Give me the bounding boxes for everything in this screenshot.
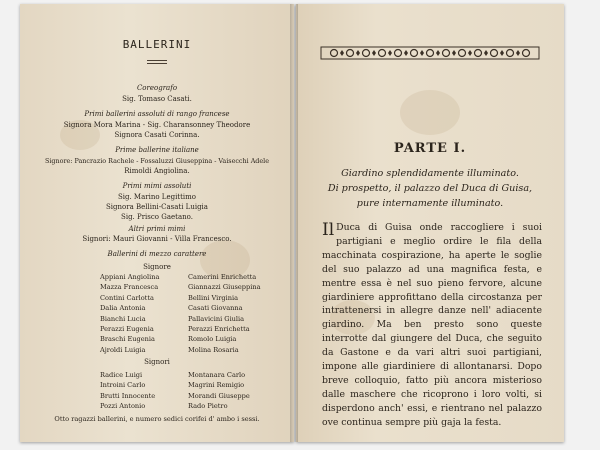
prime-ballerine-label: Prime ballerine italiane	[115, 146, 199, 154]
list-item: Introini Carlo	[100, 381, 146, 390]
signore-right-list	[188, 272, 261, 355]
body-text: Duca di Guisa onde raccogliere i suoi partigiani e meglio ordire le fila della macchinata cospirazione, ha aperte le soglie del suo palazzo ad una magnifica festa, e mentre essa è nel suo pieno fervore, alcune giardiniere approfittano della circostanza per intrattenersi in allegre danze nell' adiacente giardino. Ma ben presto sono queste interrotte dal giungere del Duca, che seguito da Gastone e da vari altri suoi partigiani, impone alle giardiniere di allontanarsi. Dopo breve colloquio, fatto più ancora misterioso dalle maschere che ricoprono i loro volti, si disperdono anch' essi, e rientrano nel palazzo ove continua sempre più gaja la festa.	[322, 222, 542, 428]
list-item: Bellini Virginia	[188, 293, 239, 302]
list-item: Pallavicini Giulia	[188, 314, 245, 323]
list-item: Camerini Enrichetta	[188, 273, 257, 281]
list-item: Dalia Antonia	[100, 304, 146, 313]
decorative-border-ornament	[320, 42, 540, 64]
primi-mimi-line1: Sig. Marino Legittimo	[117, 193, 197, 201]
part-title: PARTE I.	[393, 141, 467, 156]
drop-cap: Il	[322, 220, 335, 240]
list-item: Romolo Luigia	[188, 335, 237, 344]
list-item: Morandi Giuseppe	[188, 391, 250, 400]
signori-label: Signori	[144, 358, 170, 366]
list-item: Pozzi Antonio	[100, 402, 146, 411]
list-item: Brutti Innocente	[100, 391, 156, 400]
list-item: Casati Giovanna	[188, 304, 243, 313]
list-item: Giannazzi Giuseppina	[188, 283, 261, 292]
signori-left-list	[100, 370, 155, 412]
list-item: Perazzi Eugenia	[100, 324, 154, 333]
scene-subtitle-1: Giardino splendidamente illuminato.	[341, 168, 519, 179]
heading-rule	[147, 60, 167, 64]
left-page-content	[20, 4, 294, 442]
scene-subtitle-2: Di prospetto, il palazzo del Duca di Guisa,	[327, 183, 533, 194]
prime-ballerine-line1: Signore: Pancrazio Rachele - Fossaluzzi Giuseppina - Vaisecchi Adele	[44, 157, 270, 165]
prime-ballerine-line2: Rimoldi Angiolina.	[124, 167, 190, 175]
signori-right-list	[188, 370, 250, 412]
primi-mimi-label: Primi mimi assoluti	[122, 182, 192, 190]
signore-label: Signore	[143, 263, 171, 271]
scene-subtitle-3: pure internamente illuminato.	[356, 198, 504, 209]
list-item: Molina Rosaria	[188, 345, 239, 354]
signore-left-list	[100, 272, 159, 355]
body-paragraph	[322, 221, 542, 430]
list-item: Montanara Carlo	[188, 371, 246, 379]
page-footer-note: Otto ragazzi ballerini, e numero sedici corifei d' ambo i sessi.	[54, 415, 260, 423]
list-item: Mazza Francesca	[100, 283, 159, 292]
primi-mimi-line3: Sig. Prisco Gaetano.	[121, 213, 193, 221]
primi-ballerini-line1: Signora Mora Marina - Sig. Charansonney Theodore	[63, 121, 251, 129]
list-item: Radice Luigi	[100, 371, 143, 379]
primi-mimi-line2: Signora Bellini-Casati Luigia	[106, 203, 208, 211]
list-item: Magrini Remigio	[188, 381, 245, 390]
list-item: Rado Pietro	[188, 402, 228, 411]
altri-mimi-line: Signori: Mauri Giovanni - Villa Francesco.	[82, 235, 232, 243]
list-item: Bianchi Lucia	[100, 314, 146, 323]
list-item: Perazzi Enrichetta	[188, 324, 250, 333]
page-heading: BALLERINI	[122, 38, 192, 51]
ballerini-mezzo-label: Ballerini di mezzo carattere	[107, 250, 207, 258]
list-item: Contini Carlotta	[100, 293, 154, 302]
coreografo-name: Sig. Tomaso Casati.	[122, 95, 192, 103]
right-page-content	[296, 4, 564, 442]
list-item: Braschi Eugenia	[100, 335, 155, 344]
altri-mimi-label: Altri primi mimi	[128, 225, 186, 233]
primi-ballerini-label: Primi ballerini assoluti di rango francese	[84, 110, 230, 118]
list-item: Appiani Angiolina	[100, 273, 160, 281]
coreografo-label: Coreografo	[136, 84, 178, 92]
list-item: Ajroldi Luigia	[100, 345, 146, 354]
primi-ballerini-line2: Signora Casati Corinna.	[114, 131, 200, 139]
